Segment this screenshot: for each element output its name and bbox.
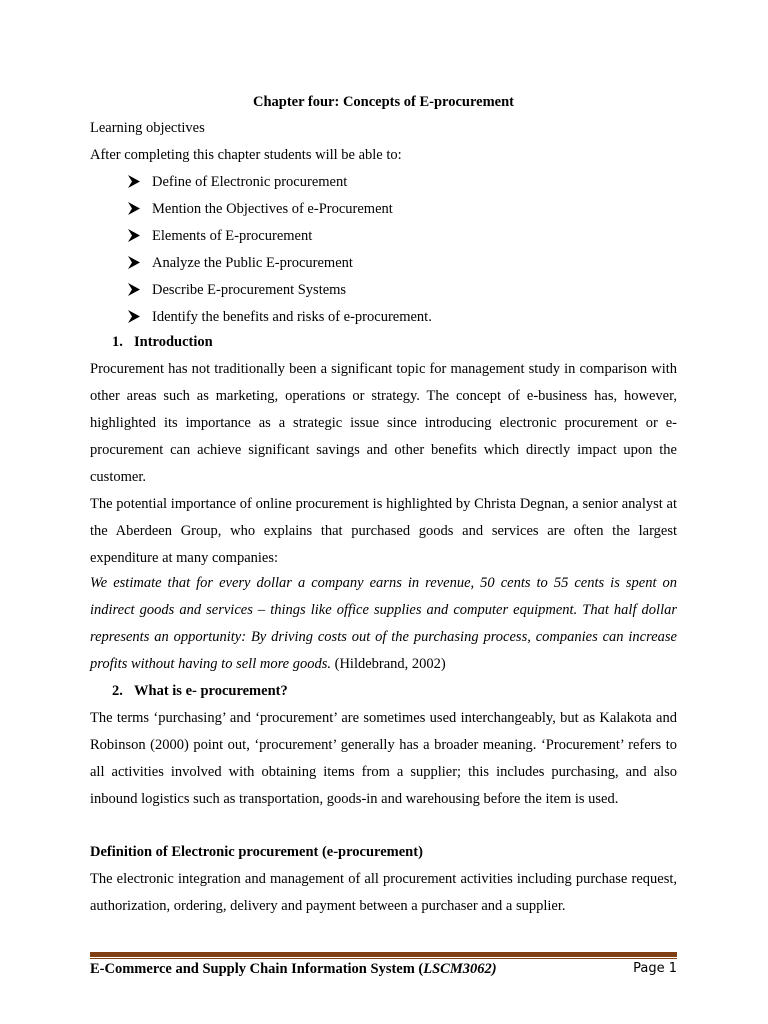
list-item	[128, 172, 432, 199]
section-title: Introduction	[134, 334, 213, 350]
quote-citation: (Hildebrand, 2002)	[331, 656, 446, 672]
introduction-paragraph-2: The potential importance of online procurement is highlighted by Christa Degnan, a senior analyst at the Aberdeen Group, who explains that purchased goods and services are often the largest expenditure at many companies:	[90, 496, 677, 566]
introduction-paragraph-1: Procurement has not traditionally been a significant topic for management study in comparison with other areas such as marketing, operations or strategy. The concept of e-business has, however, highlighted its importance as a strategic issue since introducing electronic procurement or e-procurement can achieve significant savings and other benefits which directly impact upon the customer.	[90, 361, 677, 485]
quote-text: We estimate that for every dollar a company earns in revenue, 50 cents to 55 cents is spent on indirect goods and services – things like office supplies and computer equipment. That half dollar represents an opportunity: By driving costs out of the purchasing process, companies can increase profits without having to sell more goods.	[90, 575, 677, 672]
course-title-text: E-Commerce and Supply Chain Information System (	[90, 961, 424, 977]
list-item	[128, 199, 432, 226]
intro-sentence: After completing this chapter students will be able to:	[90, 147, 402, 163]
footer-course-title	[90, 959, 497, 979]
list-item	[128, 253, 432, 280]
course-code: LSCM3062)	[423, 961, 497, 977]
objectives-list	[128, 172, 432, 334]
page-number: Page 1	[633, 961, 677, 976]
objective-text: Define of Electronic procurement	[152, 174, 348, 190]
learning-objectives-label: Learning objectives	[90, 120, 205, 136]
objective-text: Identify the benefits and risks of e-procurement.	[152, 309, 432, 325]
list-item	[128, 226, 432, 253]
arrowhead-bullet-icon	[128, 172, 152, 188]
footer-divider	[90, 952, 677, 957]
section-2-heading	[112, 681, 288, 701]
quote-paragraph	[90, 570, 677, 678]
chapter-title: Chapter four: Concepts of E-procurement	[253, 94, 514, 110]
objective-text: Mention the Objectives of e-Procurement	[152, 201, 393, 217]
arrowhead-bullet-icon	[128, 280, 152, 296]
section-1-heading	[112, 332, 213, 352]
section-number: 1.	[112, 334, 123, 350]
definition-paragraph: The electronic integration and management of all procurement activities including purchase request, authorization, ordering, delivery and payment between a purchaser and a supplier.	[90, 871, 677, 914]
section-title: What is e- procurement?	[134, 683, 288, 699]
objective-text: Analyze the Public E-procurement	[152, 255, 353, 271]
arrowhead-bullet-icon	[128, 253, 152, 269]
definition-heading: Definition of Electronic procurement (e-procurement)	[90, 844, 423, 860]
section-number: 2.	[112, 683, 123, 699]
arrowhead-bullet-icon	[128, 226, 152, 242]
list-item	[128, 280, 432, 307]
objective-text: Elements of E-procurement	[152, 228, 313, 244]
arrowhead-bullet-icon	[128, 199, 152, 215]
arrowhead-bullet-icon	[128, 307, 152, 323]
objective-text: Describe E-procurement Systems	[152, 282, 347, 298]
what-is-eprocurement-paragraph: The terms ‘purchasing’ and ‘procurement’ are sometimes used interchangeably, but as Kalakota and Robinson (2000) point out, ‘procurement’ generally has a broader meaning. ‘Procurement’ refers to all activities involved with obtaining items from a supplier; this includes purchasing, and also inbound logistics such as transportation, goods-in and warehousing before the item is used.	[90, 710, 677, 807]
list-item	[128, 307, 432, 334]
